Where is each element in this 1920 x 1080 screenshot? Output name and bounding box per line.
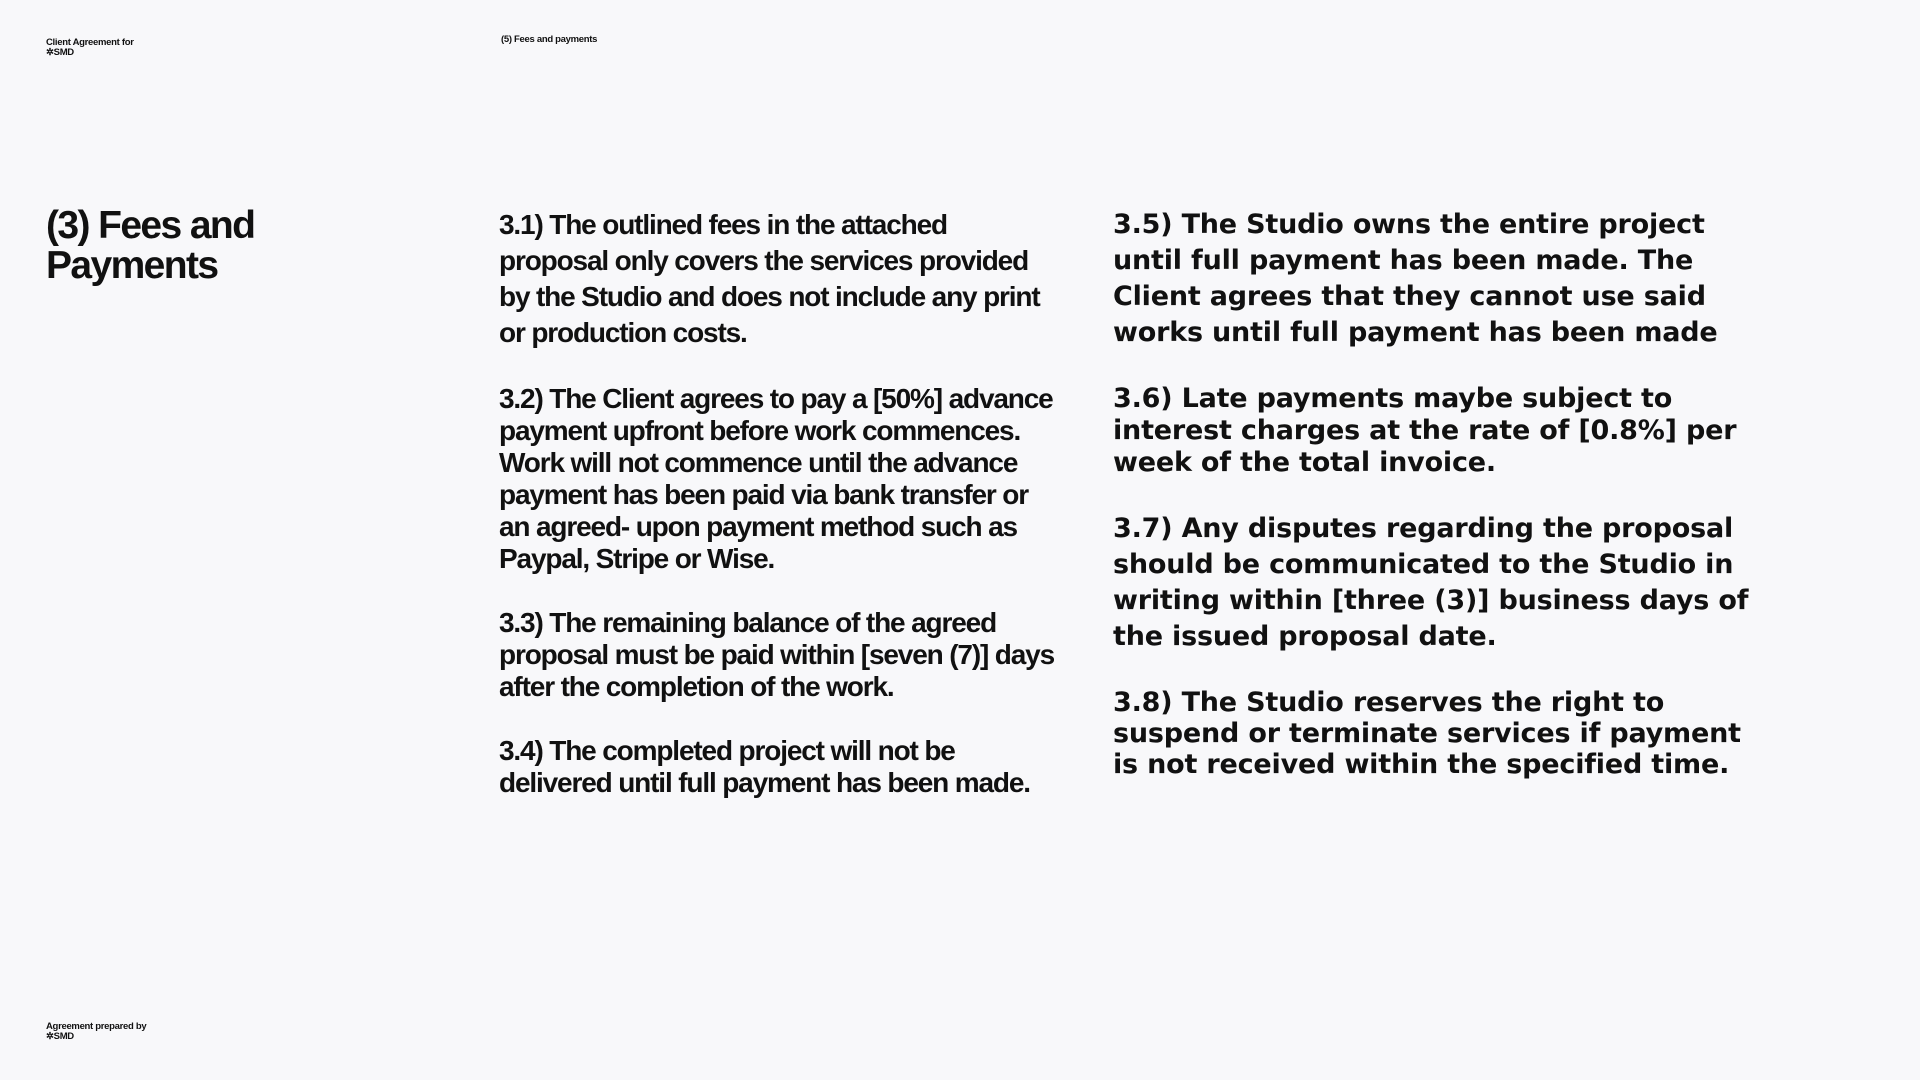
clause-3-7: 3.7) Any disputes regarding the proposal should be communicated to the Studio in writing within [three (3)] business days of the issued proposal date. (1113, 513, 1749, 652)
clauses-left-column (499, 207, 1059, 831)
clause-3-5: 3.5) The Studio owns the entire project until full payment has been made. The Client agrees that they cannot use said works until full payment has been made (1113, 209, 1718, 348)
header-section-label (501, 35, 597, 45)
footer-prepared-by-line1: Agreement prepared by (46, 1021, 147, 1032)
clause-3-8: 3.8) The Studio reserves the right to suspend or terminate services if payment is not received within the specified time. (1113, 687, 1741, 780)
clause-3-4: 3.4) The completed project will not be delivered until full payment has been made. (499, 735, 1030, 798)
header-client-agreement-line1: Client Agreement for (46, 37, 134, 48)
clause-3-6: 3.6) Late payments maybe subject to interest charges at the rate of [0.8%] per week of the total invoice. (1113, 383, 1737, 478)
clause-3-2: 3.2) The Client agrees to pay a [50%] advance payment upfront before work commences. Work will not commence until the advance payment has been paid via bank transfer or an agreed- upon payment method such as Paypal, Stripe or Wise. (499, 383, 1053, 574)
footer-brand-name: ✲SMD (46, 1031, 74, 1042)
clause-3-1: 3.1) The outlined fees in the attached proposal only covers the services provided by the Studio and does not include any print or production costs. (499, 209, 1040, 348)
header-section-label-text: (5) Fees and payments (501, 34, 598, 45)
footer-prepared-by (46, 1022, 146, 1042)
section-title: (3) Fees and Payments (46, 204, 255, 287)
header-brand-name: ✲SMD (46, 47, 74, 58)
clauses-right-column (1113, 207, 1753, 812)
header-client-agreement (46, 38, 134, 58)
clause-3-3: 3.3) The remaining balance of the agreed proposal must be paid within [seven (7)] days after the completion of the work. (499, 607, 1055, 702)
